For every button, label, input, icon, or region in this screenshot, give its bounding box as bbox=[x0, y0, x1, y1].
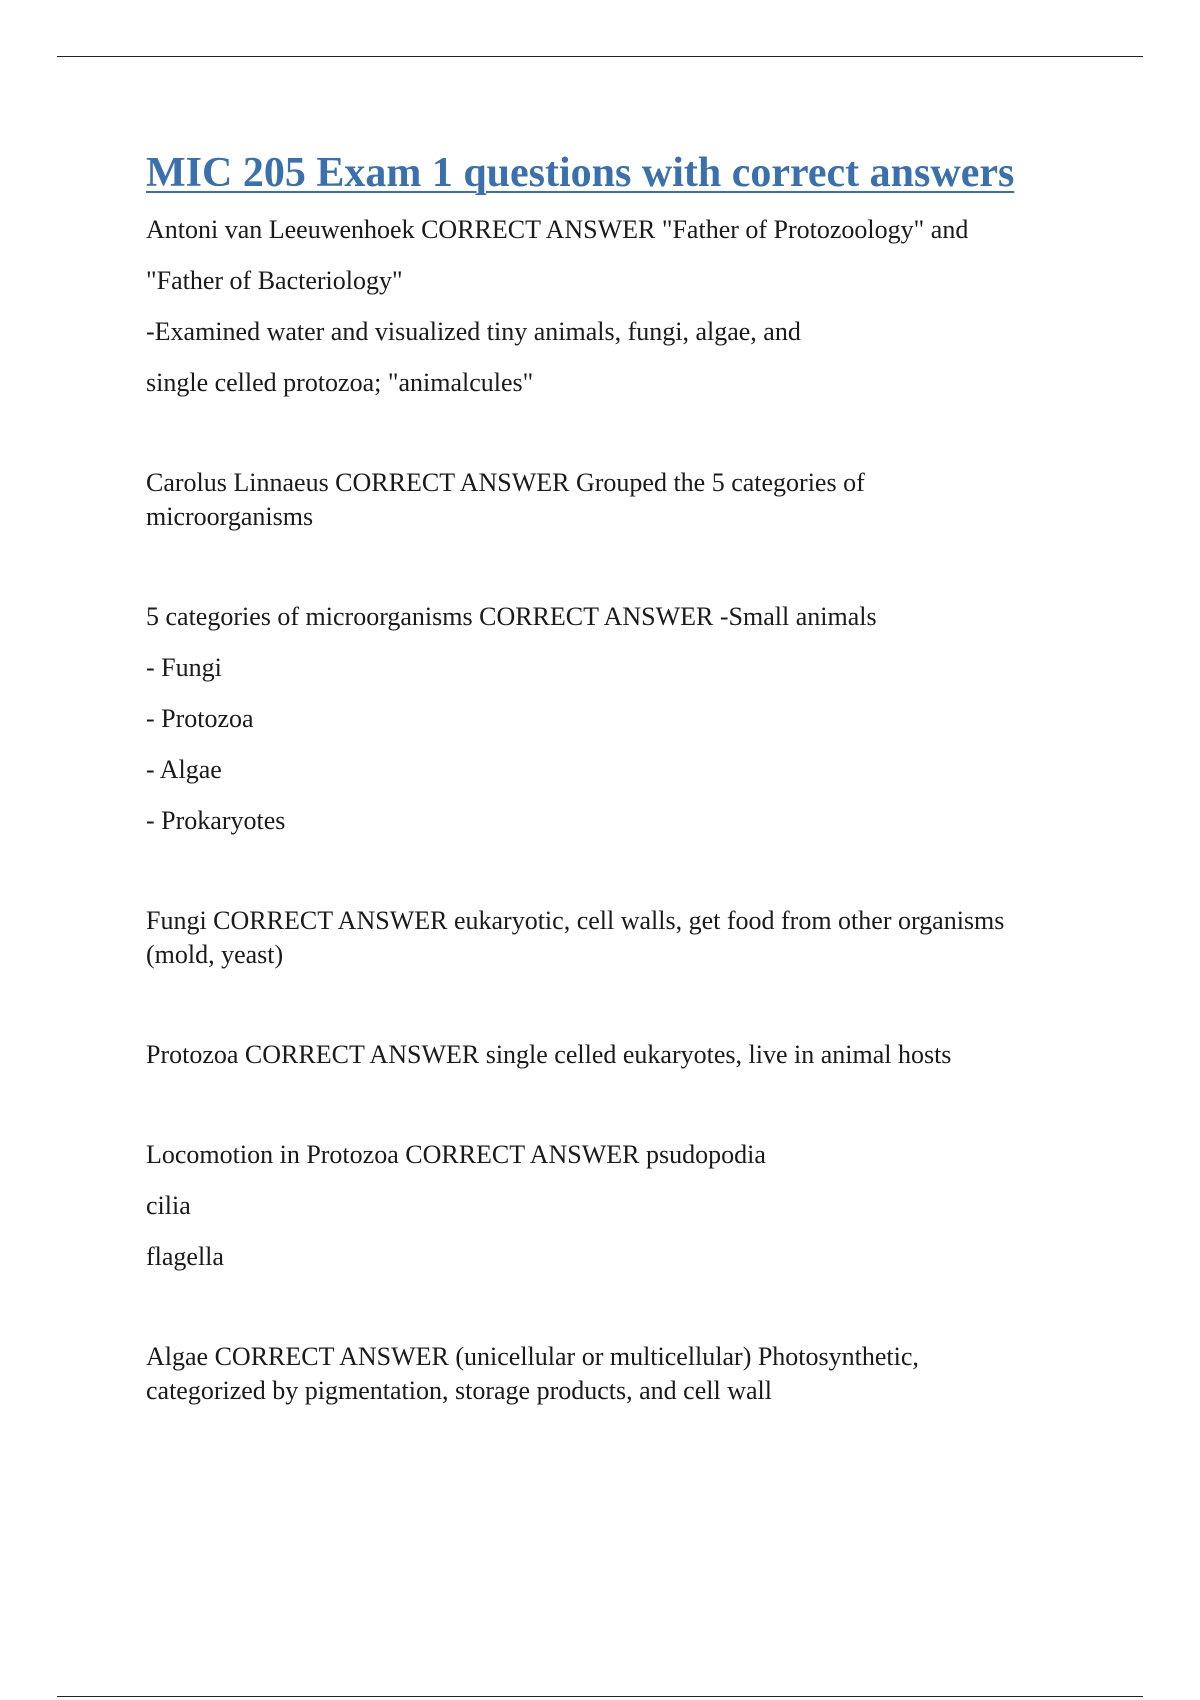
entry-text: Protozoa CORRECT ANSWER single celled eukaryotes, live in animal hosts bbox=[146, 1040, 952, 1069]
entry-text: categorized by pigmentation, storage products, and cell wall bbox=[146, 1376, 772, 1405]
list-item: - Algae bbox=[146, 755, 222, 784]
entry-locomotion bbox=[146, 1138, 1106, 1274]
entry-fungi bbox=[146, 904, 1106, 972]
entry-text: (mold, yeast) bbox=[146, 940, 284, 969]
entry-gap bbox=[146, 534, 1106, 600]
entry-text: Antoni van Leeuwenhoek CORRECT ANSWER "Father of Protozoology" and bbox=[146, 215, 969, 244]
entry-gap bbox=[146, 1072, 1106, 1138]
entry-algae bbox=[146, 1340, 1106, 1408]
entry-gap bbox=[146, 1274, 1106, 1340]
list-item: - Fungi bbox=[146, 653, 222, 682]
entry-text: microorganisms bbox=[146, 502, 314, 531]
entry-text: -Examined water and visualized tiny animals, fungi, algae, and bbox=[146, 317, 801, 346]
entry-text: Fungi CORRECT ANSWER eukaryotic, cell walls, get food from other organisms bbox=[146, 906, 1005, 935]
entry-linnaeus bbox=[146, 466, 1106, 534]
top-rule bbox=[57, 56, 1143, 57]
entry-text: single celled protozoa; "animalcules" bbox=[146, 368, 534, 397]
entry-protozoa bbox=[146, 1038, 1106, 1072]
entry-gap bbox=[146, 400, 1106, 466]
entry-text: Carolus Linnaeus CORRECT ANSWER Grouped the 5 categories of bbox=[146, 468, 865, 497]
list-item: flagella bbox=[146, 1242, 224, 1271]
entry-leeuwenhoek bbox=[146, 213, 1106, 400]
entry-text: 5 categories of microorganisms CORRECT ANSWER -Small animals bbox=[146, 602, 877, 631]
entry-gap bbox=[146, 972, 1106, 1038]
entry-5-categories bbox=[146, 600, 1106, 838]
list-item: - Prokaryotes bbox=[146, 806, 286, 835]
document-title[interactable]: MIC 205 Exam 1 questions with correct answers bbox=[146, 150, 1015, 196]
entry-gap bbox=[146, 838, 1106, 904]
bottom-rule bbox=[57, 1696, 1143, 1697]
list-item: - Protozoa bbox=[146, 704, 254, 733]
entry-text: Algae CORRECT ANSWER (unicellular or multicellular) Photosynthetic, bbox=[146, 1342, 919, 1371]
entry-text: "Father of Bacteriology" bbox=[146, 266, 403, 295]
document-body bbox=[146, 143, 1106, 1408]
list-item: cilia bbox=[146, 1191, 191, 1220]
entry-text: Locomotion in Protozoa CORRECT ANSWER psudopodia bbox=[146, 1140, 766, 1169]
